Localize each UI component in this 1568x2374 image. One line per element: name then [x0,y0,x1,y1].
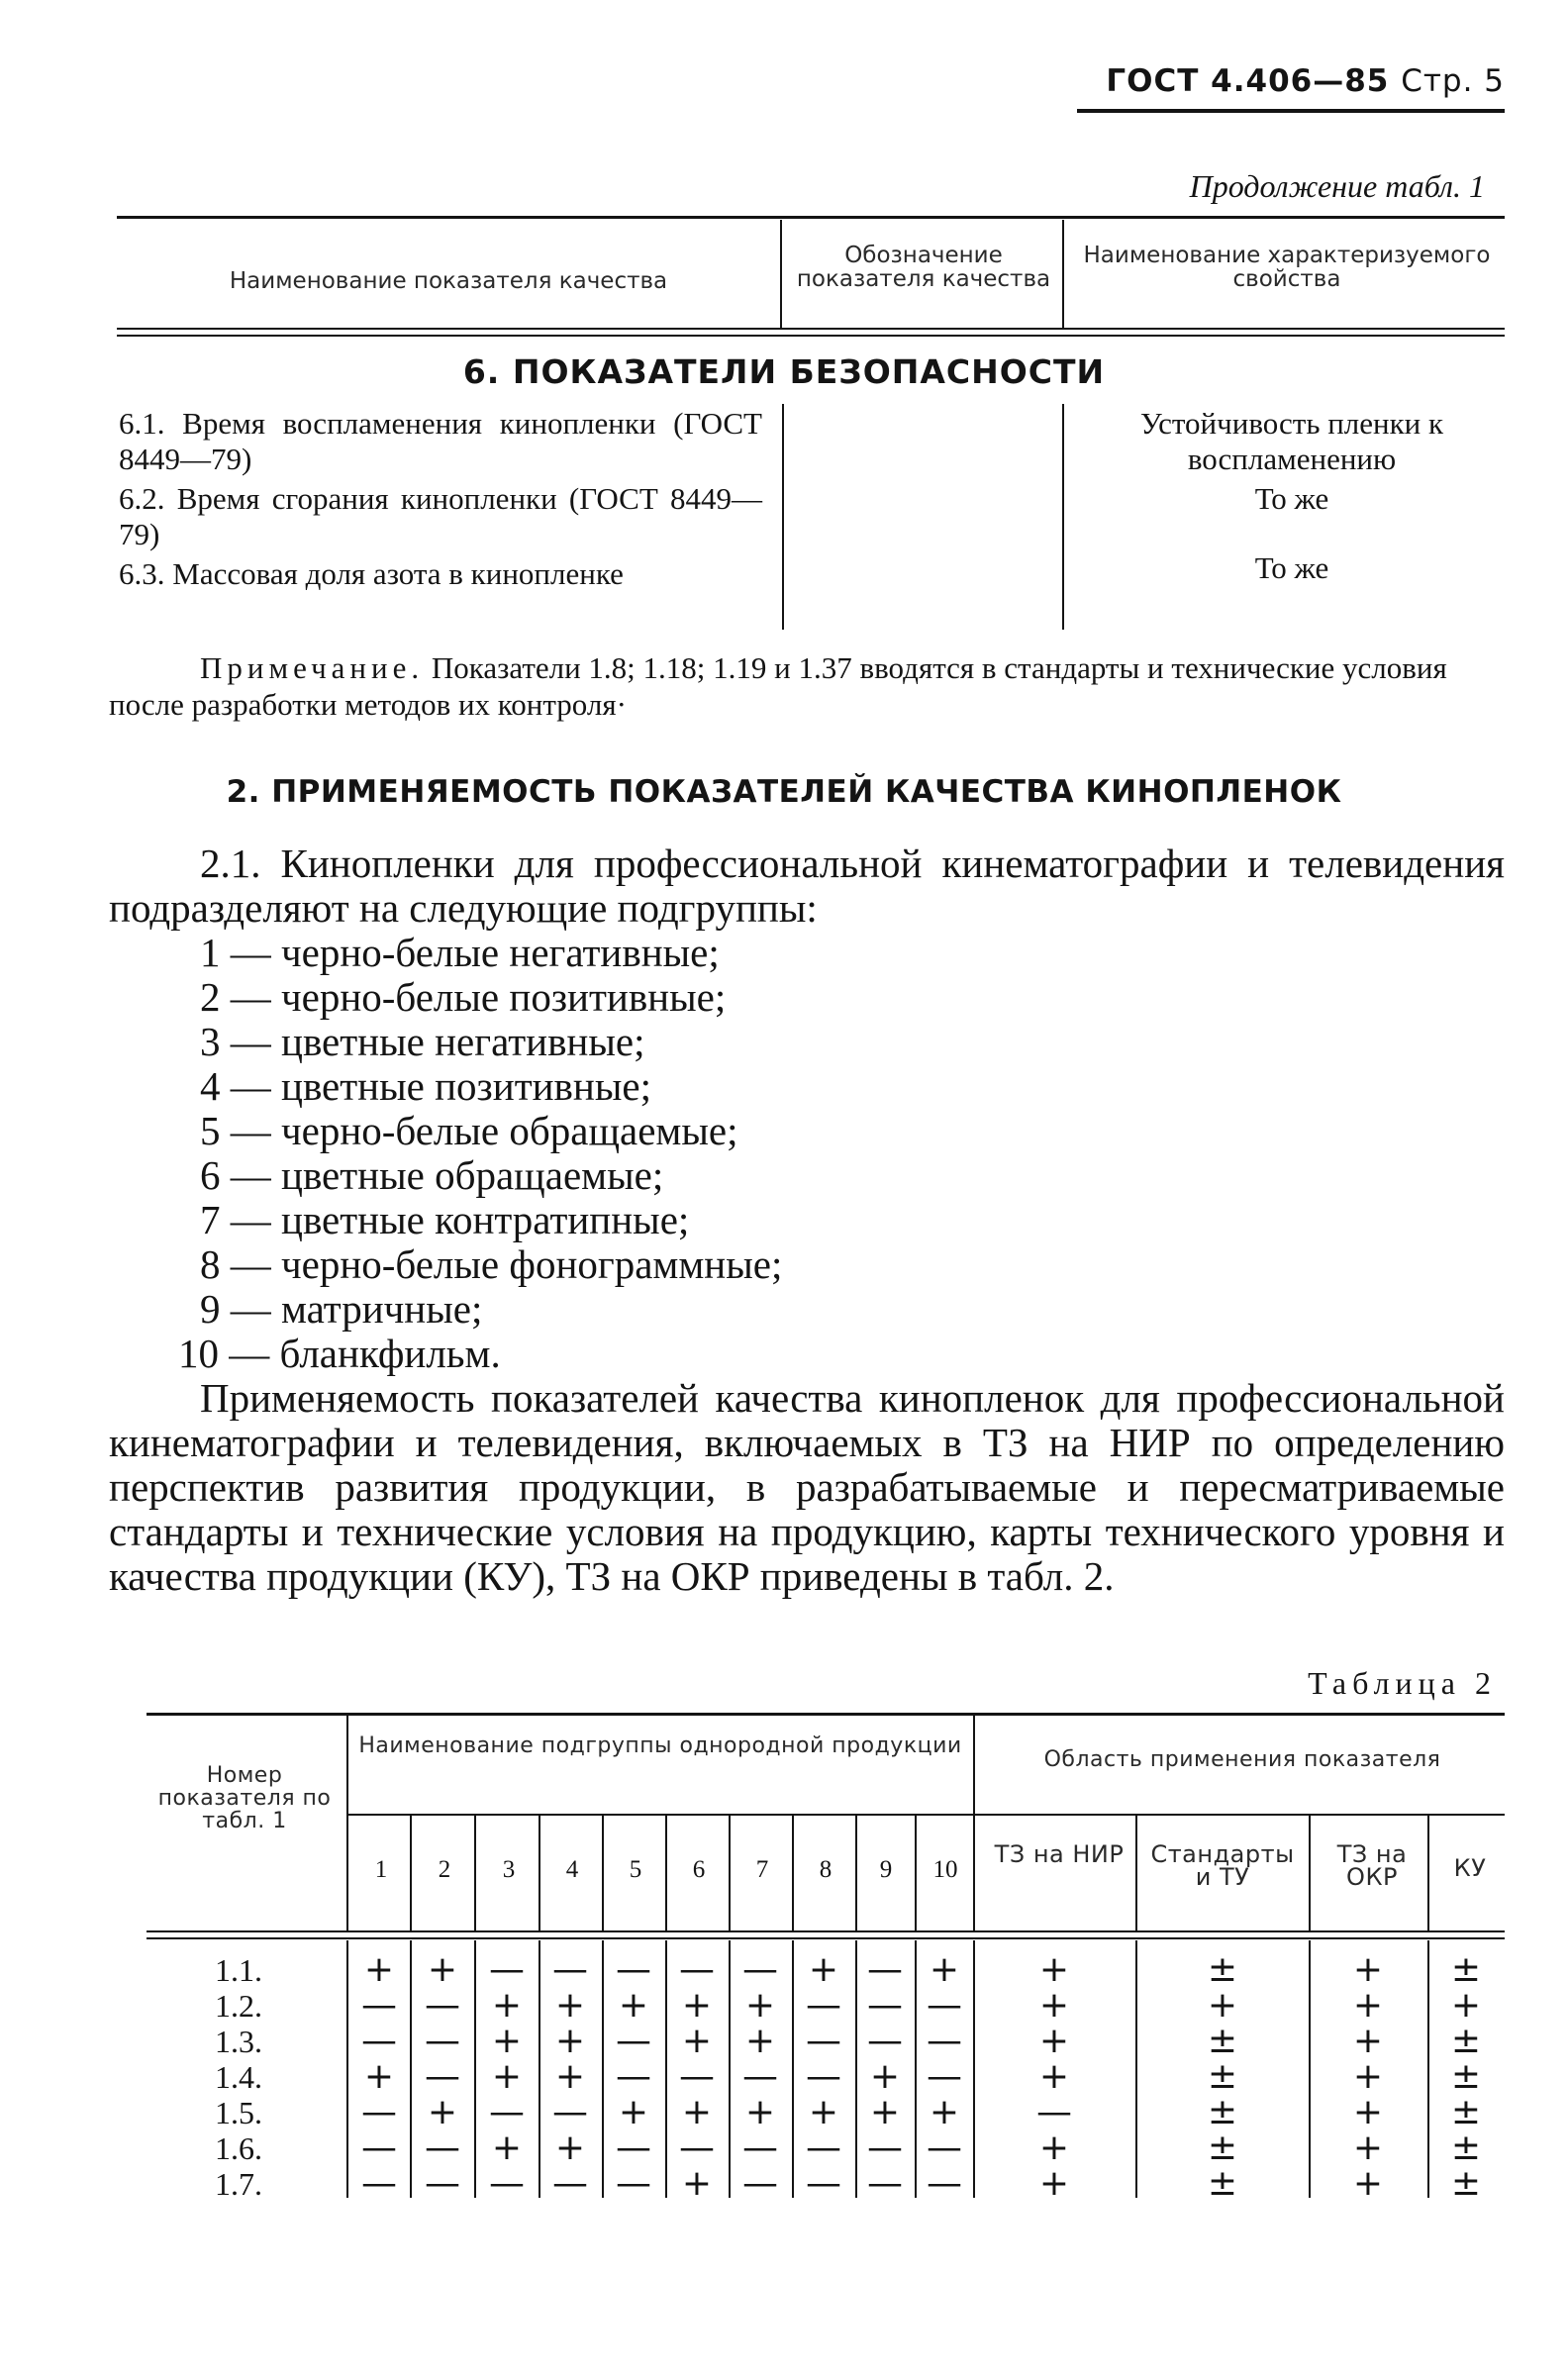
table2-divider [1135,1940,1137,2198]
table2-cell: + [744,2021,776,2061]
table2-cell: — [552,1949,588,1990]
table2-row-label: 1.2. [215,1988,262,2024]
table1-header-rule2 [117,335,1505,337]
table2-cell: — [742,2056,778,2097]
table2-cell: + [618,2092,649,2132]
table2-cell: + [744,2092,776,2132]
list-item: 8 — черно-белые фонограммные; [200,1241,783,1287]
table2-cell: — [679,2056,715,2097]
table2-area-cell: ± [1207,2163,1238,2204]
table2-row-label: 1.6. [215,2130,262,2166]
list-item: 1 — черно-белые негативные; [200,930,720,975]
table2-divider [1309,1816,1311,1930]
table2-cell: + [554,2056,586,2097]
table2-mid-rule [346,1814,1505,1816]
table2-cell: + [808,1949,839,1990]
table2-area-cell: + [1038,1985,1070,2026]
list-item: 7 — цветные контратипные; [200,1197,690,1242]
table2-cell: — [867,2127,903,2168]
table1-row-property: То же [1254,550,1329,585]
table1-body-divider-2 [1062,404,1064,630]
subgroup-number: 6 [692,1856,706,1883]
table2-cell: — [806,2127,841,2168]
area-col-tz-okr: ТЗ на ОКР [1336,1840,1408,1891]
safety-section-title: 6. ПОКАЗАТЕЛИ БЕЗОПАСНОСТИ [462,352,1106,391]
table2-cell: + [808,2092,839,2132]
table2-area-cell: + [1352,1949,1384,1990]
table2-area-cell: + [1352,2021,1384,2061]
table1-divider-1 [780,220,782,328]
table1-body-divider-1 [782,404,784,630]
table2-cell: + [869,2056,901,2097]
list-item: 2 — черно-белые позитивные; [200,974,727,1020]
list-item: 4 — цветные позитивные; [200,1063,651,1109]
table2-area-cell: + [1352,2127,1384,2168]
table2-cell: — [742,1949,778,1990]
standard-code: ГОСТ 4.406—85 [1106,63,1390,99]
subgroup-number: 5 [629,1856,642,1883]
table2-area-cell: + [1038,2056,1070,2097]
table2-cell: + [427,2092,458,2132]
table2-row-label: 1.1. [215,1952,262,1988]
table2-area-cell: + [1038,2127,1070,2168]
subgroup-number: 4 [565,1856,579,1883]
table2-cell: — [489,2163,525,2204]
table1-row-property: Устойчивость пленки к воспламенению [1139,406,1444,476]
table2-row-label: 1.5. [215,2095,262,2130]
table2-cell: + [681,2021,713,2061]
table2-cell: — [361,2127,397,2168]
table2-divider [1135,1816,1137,1930]
list-item: 10 — бланкфильм. [178,1331,501,1376]
table2-area-header: Область применения показателя [1043,1747,1441,1772]
note-text: Показатели 1.8; 1.18; 1.19 и 1.37 вводятся в стандарты и технические условия после разработки методов их контроля· [109,650,1447,722]
area-col-standards: Стандарты и ТУ [1150,1840,1295,1891]
table2-cell: — [927,2163,962,2204]
table2-cell: — [361,2163,397,2204]
table2-header-rule [147,1930,1505,1932]
table2-cell: — [867,2021,903,2061]
page-header [1106,63,1505,99]
table2-cell: + [681,2092,713,2132]
table2-area-cell: ± [1207,2056,1238,2097]
table2-header-rule2 [147,1937,1505,1939]
table2-cell: — [867,1949,903,1990]
table2-cell: — [867,2163,903,2204]
table1-continuation: Продолжение табл. 1 [1189,168,1485,204]
table2-area-cell: + [1352,2056,1384,2097]
table2-cell: — [927,2021,962,2061]
subgroup-number: 8 [819,1856,833,1883]
table2-area-cell: ± [1450,2163,1482,2204]
area-col-tz-nir: ТЗ на НИР [994,1840,1125,1868]
table2-cell: — [679,1949,715,1990]
table2-cell: + [554,2127,586,2168]
table2-cell: — [616,2056,651,2097]
table1-note [109,649,1505,723]
table2-area-cell: ± [1207,2021,1238,2061]
section2-intro: 2.1. Кинопленки для профессиональной кинематографии и телевидения подразделяют на следующие подгруппы: [109,841,1505,931]
table2-area-cell: + [1352,2163,1384,2204]
table2-row-label: 1.7. [215,2166,262,2202]
table2-col-number: Номер показателя по табл. 1 [157,1763,332,1833]
table2-area-cell: ± [1207,2092,1238,2132]
table2-divider [1427,1816,1429,1930]
table2-divider [973,1716,975,1930]
table2-cell: + [491,2127,523,2168]
table1-col-property: Наименование характеризуемого свойства [1083,243,1491,292]
table2-divider [410,1816,412,1930]
table2-divider [410,1940,412,2198]
table2-cell: — [361,2092,397,2132]
table2-cell: — [425,2021,460,2061]
table2-area-cell: + [1450,1985,1482,2026]
table2-cell: — [425,2127,460,2168]
table2-area-cell: ± [1450,2127,1482,2168]
table2-row-label: 1.4. [215,2059,262,2095]
table2-divider [474,1816,476,1930]
table2-divider [474,1940,476,2198]
table2-area-cell: — [1036,2092,1072,2132]
table2-cell: — [552,2163,588,2204]
table2-cell: — [806,2163,841,2204]
list-item: 3 — цветные негативные; [200,1019,645,1064]
header-rule [1077,109,1505,113]
table2-divider [346,1940,348,2198]
table1-header-rule [117,328,1505,330]
subgroup-number: 2 [438,1856,451,1883]
table2-cell: + [929,2092,960,2132]
table2-cell: — [489,1949,525,1990]
subgroup-number: 9 [879,1856,893,1883]
table2-cell: — [616,2163,651,2204]
table2-cell: — [742,2127,778,2168]
table2-cell: — [679,2127,715,2168]
table2-area-cell: + [1352,2092,1384,2132]
table2-row-label: 1.3. [215,2024,262,2059]
table2-cell: — [927,2127,962,2168]
table2-group-header: Наименование подгруппы однородной продукции [358,1733,962,1758]
table2-area-cell: ± [1450,2021,1482,2061]
page-number: Стр. 5 [1401,63,1505,99]
table1-row-name: 6.1. Время воспламенения кинопленки (ГОСТ 8449—79) [119,406,762,476]
table2-area-cell: + [1352,1985,1384,2026]
subgroup-number: 10 [932,1856,958,1883]
table2-divider [346,1716,348,1930]
note-label: Примечание. [200,650,425,685]
table2-cell: — [742,2163,778,2204]
table2-area-cell: + [1038,1949,1070,1990]
table2-cell: — [927,1985,962,2026]
table2-top-rule [147,1713,1505,1716]
list-item: 6 — цветные обращаемые; [200,1152,664,1198]
subgroup-number: 3 [502,1856,516,1883]
table2-area-cell: + [1038,2163,1070,2204]
subgroup-number: 1 [374,1856,388,1883]
table2-cell: — [552,2092,588,2132]
table2-cell: — [806,2056,841,2097]
table2-area-cell: ± [1450,2056,1482,2097]
table2-divider [792,1816,794,1930]
area-col-ku: КУ [1453,1854,1487,1882]
list-item: 5 — черно-белые обращаемые; [200,1108,738,1153]
table2-cell: — [616,1949,651,1990]
table2-cell: — [806,2021,841,2061]
table2-cell: — [425,2163,460,2204]
table2-cell: + [491,2056,523,2097]
subgroup-list [148,931,782,1376]
table2-divider [539,1816,540,1930]
table2-cell: — [425,1985,460,2026]
table2-cell: + [554,1985,586,2026]
table1-row-name: 6.2. Время сгорания кинопленки (ГОСТ 8449—79) [119,481,762,551]
table2-cell: + [427,1949,458,1990]
table2-cell: + [869,2092,901,2132]
table2-cell: + [491,1985,523,2026]
table2-cell: — [616,2127,651,2168]
table1-divider-2 [1062,220,1064,328]
table1-row-name: 6.3. Массовая доля азота в кинопленке [119,556,624,591]
table2-area-cell: ± [1450,2092,1482,2132]
table2-cell: — [425,2056,460,2097]
table2-cell: — [361,2021,397,2061]
table2-cell: + [681,1985,713,2026]
table2-cell: + [491,2021,523,2061]
table2-cell: + [681,2163,713,2204]
table2-area-cell: + [1207,1985,1238,2026]
table2-cell: + [744,1985,776,2026]
table2-caption: Таблица 2 [1308,1665,1497,1701]
table2-area-cell: ± [1450,1949,1482,1990]
list-item: 9 — матричные; [200,1286,483,1332]
table2-cell: + [929,1949,960,1990]
section2-paragraph: Применяемость показателей качества кинопленок для профессиональной кинематографии и телевидения, включаемых в ТЗ на НИР по определению перспектив развития продукции, в разрабатываемые и пересматриваемые стандарты и технические условия на продукцию, карты технического уровня и качества продукции (КУ), ТЗ на ОКР приведены в табл. 2. [109,1375,1505,1599]
table1-col-designation: Обозначение показателя качества [796,243,1051,292]
table2-cell: — [361,1985,397,2026]
table2-divider [602,1816,604,1930]
table2-cell: — [927,2056,962,2097]
table2-cell: — [489,2092,525,2132]
table2-cell: — [867,1985,903,2026]
table2-divider [729,1816,731,1930]
table2-cell: + [363,1949,395,1990]
table2-divider [665,1816,667,1930]
table2-cell: + [363,2056,395,2097]
table2-area-cell: ± [1207,1949,1238,1990]
table2-cell: + [618,1985,649,2026]
table2-cell: — [806,1985,841,2026]
table1-top-rule [117,216,1505,219]
section2-title: 2. ПРИМЕНЯЕМОСТЬ ПОКАЗАТЕЛЕЙ КАЧЕСТВА КИНОПЛЕНОК [226,774,1342,810]
table2-cell: — [616,2021,651,2061]
subgroup-number: 7 [755,1856,769,1883]
table2-cell: + [554,2021,586,2061]
table2-area-cell: ± [1207,2127,1238,2168]
table2-divider [1309,1940,1311,2198]
table1-col-name: Наименование показателя качества [229,268,668,294]
table2-area-cell: + [1038,2021,1070,2061]
table1-row-property: То же [1254,481,1329,516]
